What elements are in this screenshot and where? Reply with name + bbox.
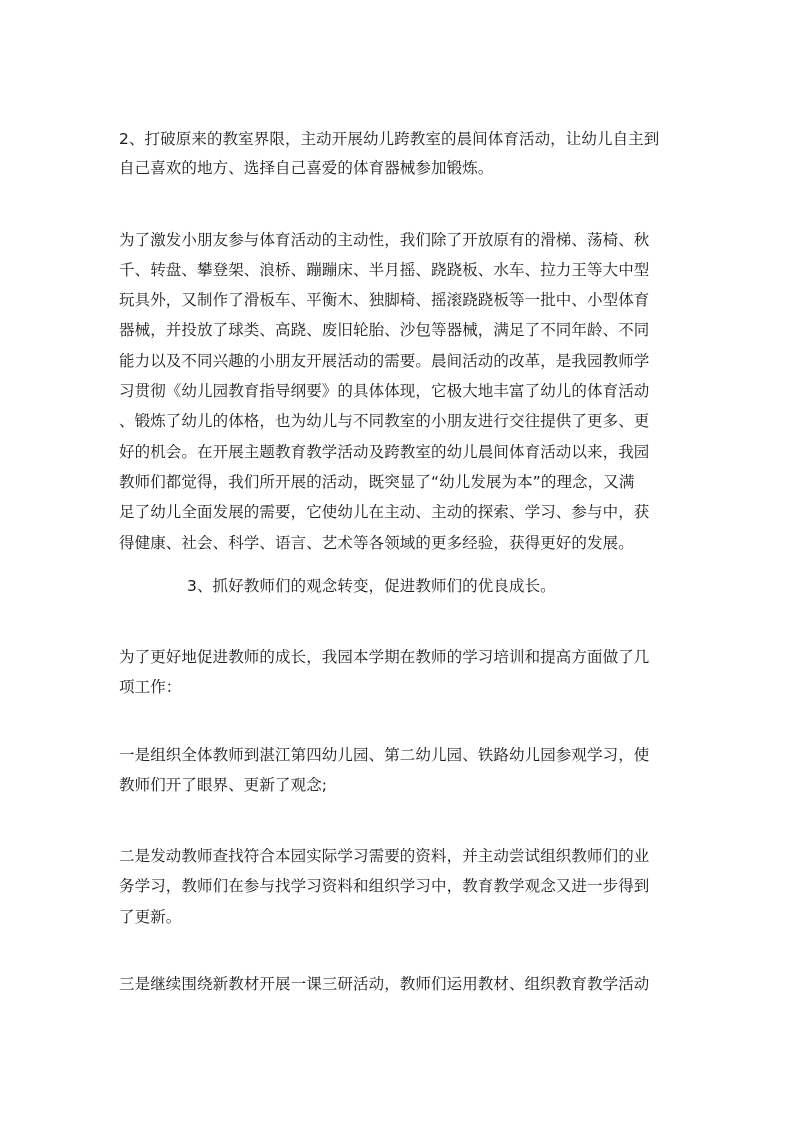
text-line: 能力以及不同兴趣的小朋友开展活动的需要。晨间活动的改革，是我园教师学 xyxy=(119,352,650,370)
text-line: 千、转盘、攀登架、浪桥、蹦蹦床、半月摇、跷跷板、水车、拉力王等大中型 xyxy=(119,261,650,279)
text-line: 器械，并投放了球类、高跷、废旧轮胎、沙包等器械，满足了不同年龄、不同 xyxy=(119,321,650,339)
text-line: 得健康、社会、科学、语言、艺术等各领域的更多经验，获得更好的发展。 xyxy=(119,534,634,552)
section-heading: 3、抓好教师们的观念转变，促进教师们的优良成长。 xyxy=(187,577,556,595)
text-line: 三是继续围绕新教材开展一课三研活动，教师们运用教材、组织教育教学活动 xyxy=(119,975,650,993)
text-line: 、锻炼了幼儿的体格，也为幼儿与不同教室的小朋友进行交往提供了更多、更 xyxy=(119,412,650,430)
text-line: 习贯彻《幼儿园教育指导纲要》的具体体现，它极大地丰富了幼儿的体育活动 xyxy=(119,382,650,400)
text-line: 二是发动教师查找符合本园实际学习需要的资料，并主动尝试组织教师们的业 xyxy=(119,847,650,865)
text-line: 了更新。 xyxy=(119,908,182,926)
text-line: 教师们开了眼界、更新了观念; xyxy=(119,776,328,794)
text-line: 教师们都觉得，我们所开展的活动，既突显了“幼儿发展为本”的理念，又满 xyxy=(119,473,635,491)
text-line: 足了幼儿全面发展的需要，它使幼儿在主动、主动的探索、学习、参与中，获 xyxy=(119,503,650,521)
text-line: 2、打破原来的教室界限，主动开展幼儿跨教室的晨间体育活动，让幼儿自主到 xyxy=(119,130,660,148)
text-line: 为了激发小朋友参与体育活动的主动性，我们除了开放原有的滑梯、荡椅、秋 xyxy=(119,231,650,249)
text-line: 为了更好地促进教师的成长，我园本学期在教师的学习培训和提高方面做了几 xyxy=(119,648,650,666)
text-line: 一是组织全体教师到湛江第四幼儿园、第二幼儿园、铁路幼儿园参观学习，使 xyxy=(119,746,650,764)
text-line: 好的机会。在开展主题教育教学活动及跨教室的幼儿晨间体育活动以来，我园 xyxy=(119,443,650,461)
text-line: 自己喜欢的地方、选择自己喜爱的体育器械参加锻炼。 xyxy=(119,159,494,177)
text-line: 务学习，教师们在参与找学习资料和组织学习中，教育教学观念又进一步得到 xyxy=(119,877,650,895)
text-line: 项工作： xyxy=(119,678,182,696)
text-line: 玩具外，又制作了滑板车、平衡木、独脚椅、摇滚跷跷板等一批中、小型体育 xyxy=(119,291,650,309)
